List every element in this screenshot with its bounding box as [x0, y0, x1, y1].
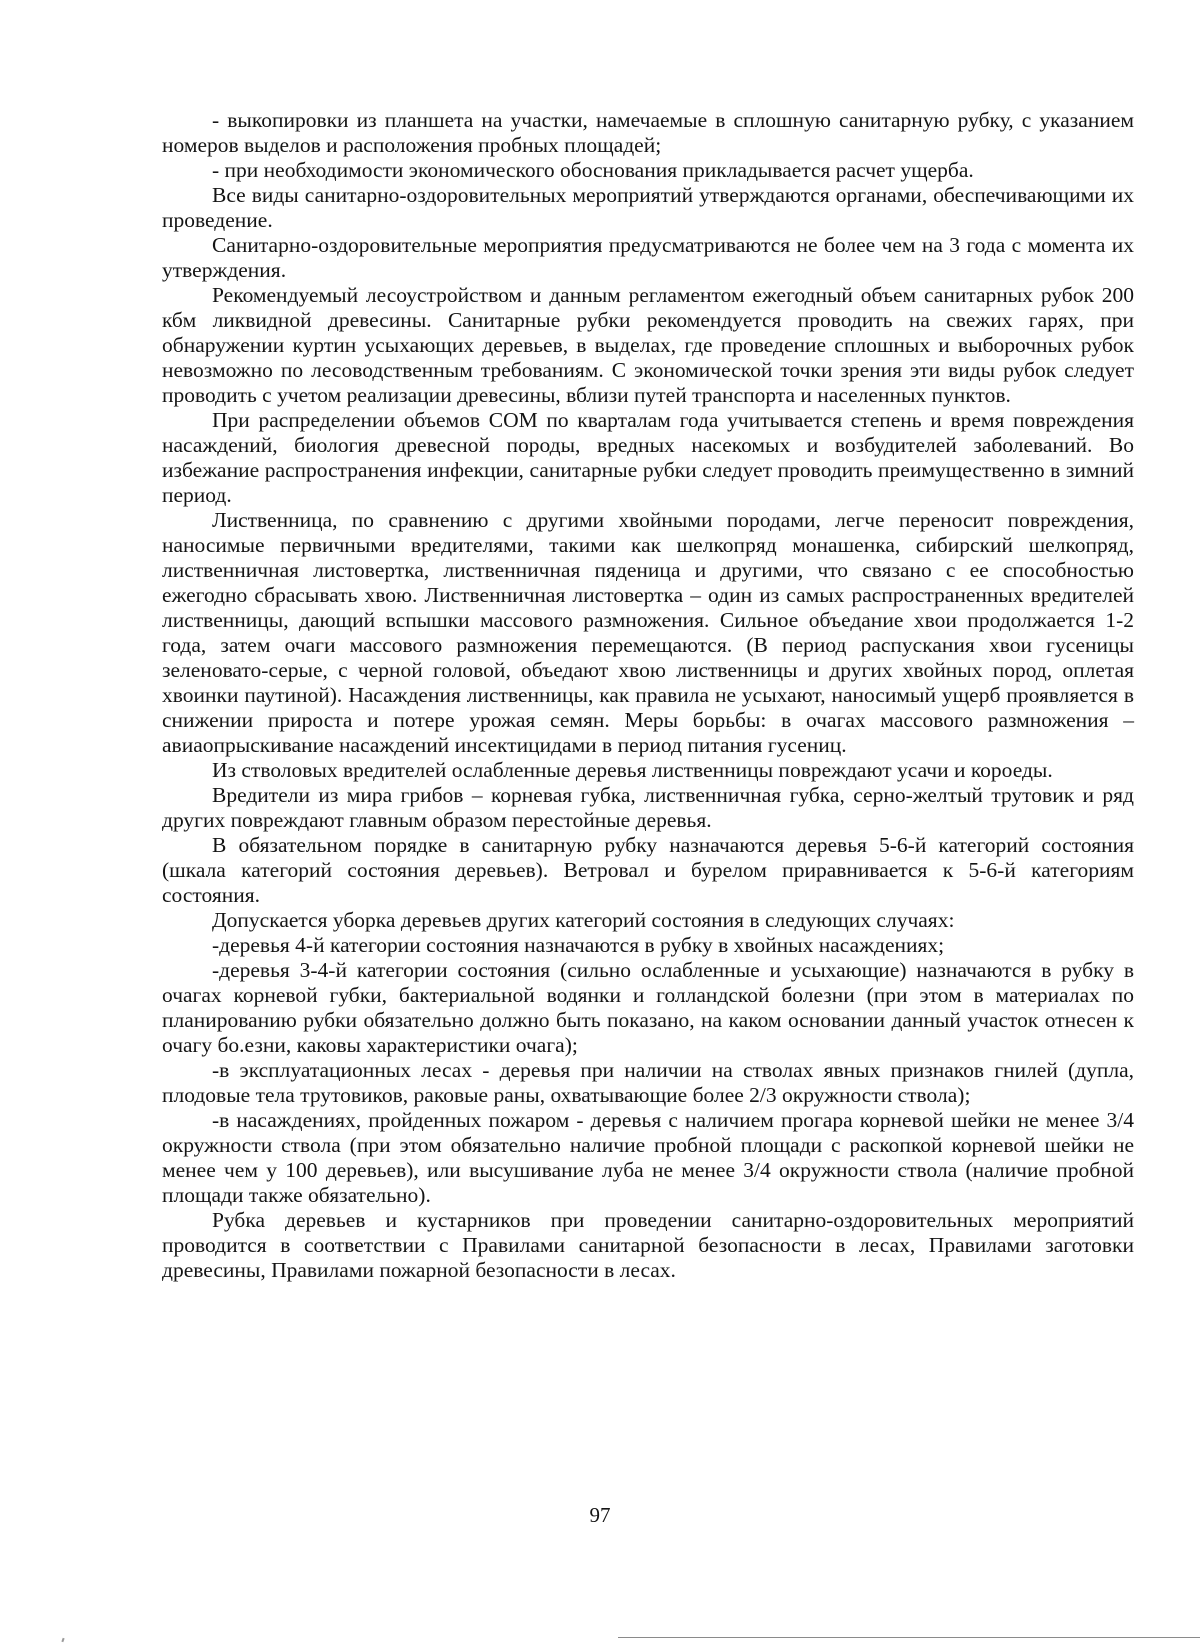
paragraph: - выкопировки из планшета на участки, намечаемые в сплошную санитарную рубку, с указанием номеров выделов и расположения пробных площадей;: [162, 108, 1134, 157]
paragraph: -в эксплуатационных лесах - деревья при наличии на стволах явных признаков гнилей (дупла, плодовые тела трутовиков, раковые раны, охватывающие более 2/3 окружности ствола);: [162, 1058, 1134, 1107]
body-text: [162, 108, 1134, 1283]
paragraph: -деревья 3-4-й категории состояния (сильно ослабленные и усыхающие) назначаются в рубку в очагах корневой губки, бактериальной водянки и голландской болезни (при этом в материалах по планированию рубки обязательно должно быть показано, на каком основании данный участок отнесен к очагу бо.езни, каковы характеристики очага);: [162, 958, 1134, 1057]
page-number: 97: [589, 1503, 611, 1527]
paragraph: Допускается уборка деревьев других категорий состояния в следующих случаях:: [212, 908, 955, 932]
paragraph: -деревья 4-й категории состояния назначаются в рубку в хвойных насаждениях;: [212, 933, 945, 957]
scan-speck: [61, 1638, 64, 1642]
paragraph: Рекомендуемый лесоустройством и данным регламентом ежегодный объем санитарных рубок 200 кбм ликвидной древесины. Санитарные рубки рекомендуется проводить на свежих гарях, при обнаружении куртин усыхающих деревьев, в выделах, где проведение сплошных и выборочных рубок невозможно по лесоводственным требованиям. С экономической точки зрения эти виды рубок следует проводить с учетом реализации древесины, вблизи путей транспорта и населенных пунктов.: [162, 283, 1134, 407]
paragraph: -в насаждениях, пройденных пожаром - деревья с наличием прогара корневой шейки не менее 3/4 окружности ствола (при этом обязательно наличие пробной площади с раскопкой корневой шейки не менее чем у 100 деревьев), или высушивание луба не менее 3/4 окружности ствола (наличие пробной площади также обязательно).: [162, 1108, 1134, 1207]
scan-edge-line: [618, 1637, 1200, 1638]
paragraph: Из стволовых вредителей ослабленные деревья лиственницы повреждают усачи и короеды.: [212, 758, 1053, 782]
paragraph: - при необходимости экономического обоснования прикладывается расчет ущерба.: [212, 158, 974, 182]
paragraph: Санитарно-оздоровительные мероприятия предусматриваются не более чем на 3 года с момента их утверждения.: [162, 233, 1134, 282]
paragraph: При распределении объемов СОМ по кварталам года учитывается степень и время повреждения насаждений, биология древесной породы, вредных насекомых и возбудителей заболеваний. Во избежание распространения инфекции, санитарные рубки следует проводить преимущественно в зимний период.: [162, 408, 1134, 507]
paragraph: Лиственница, по сравнению с другими хвойными породами, легче переносит повреждения, наносимые первичными вредителями, такими как шелкопряд монашенка, сибирский шелкопряд, лиственничная листовертка, лиственничная пяденица и другими, что связано с ее способностью ежегодно сбрасывать хвою. Лиственничная листовертка – один из самых распространенных вредителей лиственницы, дающий вспышки массового размножения. Сильное объедание хвои продолжается 1-2 года, затем очаги массового размножения перемещаются. (В период распускания хвои гусеницы зеленовато-серые, с черной головой, объедают хвою лиственницы и других хвойных пород, оплетая хвоинки паутиной). Насаждения лиственницы, как правила не усыхают, наносимый ущерб проявляется в снижении прироста и потере урожая семян. Меры борьбы: в очагах массового размножения – авиаопрыскивание насаждений инсектицидами в период питания гусениц.: [162, 508, 1134, 757]
paragraph: В обязательном порядке в санитарную рубку назначаются деревья 5-6-й категорий состояния (шкала категорий состояния деревьев). Ветровал и бурелом приравнивается к 5-6-й категориям состояния.: [162, 833, 1134, 907]
paragraph: Рубка деревьев и кустарников при проведении санитарно-оздоровительных мероприятий проводится в соответствии с Правилами санитарной безопасности в лесах, Правилами заготовки древесины, Правилами пожарной безопасности в лесах.: [162, 1208, 1134, 1282]
paragraph: Все виды санитарно-оздоровительных мероприятий утверждаются органами, обеспечивающими их проведение.: [162, 183, 1134, 232]
paragraph: Вредители из мира грибов – корневая губка, лиственничная губка, серно-желтый трутовик и ряд других повреждают главным образом перестойные деревья.: [162, 783, 1134, 832]
